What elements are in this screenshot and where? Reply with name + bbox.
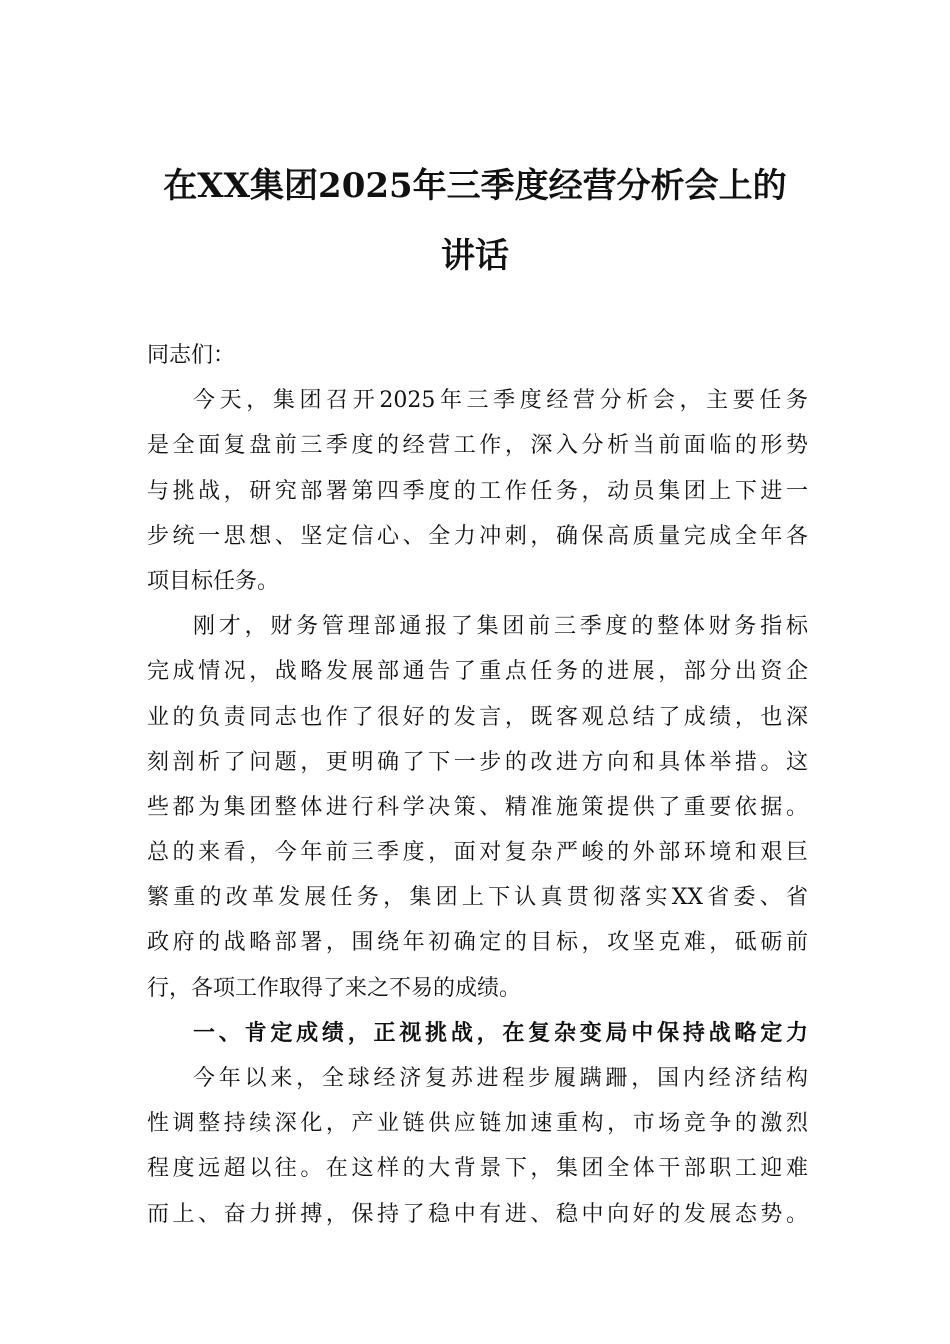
section-heading-1: 一、肯定成绩，正视挑战，在复杂变局中保持战略定力	[193, 1020, 808, 1046]
paragraph-line: 政府的战略部署，围绕年初确定的目标，攻坚克难，砥砺前	[147, 930, 808, 956]
paragraph-2	[147, 604, 808, 1011]
paragraph-1	[147, 378, 808, 604]
document-title-line-1: 在XX集团2025年三季度经营分析会上的	[163, 166, 787, 206]
salutation: 同志们：	[147, 343, 236, 368]
paragraph-line: 些都为集团整体进行科学决策、精准施策提供了重要依据。	[147, 794, 808, 820]
paragraph-line: 程度远超以往。在这样的大背景下，集团全体干部职工迎难	[147, 1156, 808, 1182]
paragraph-line: 刻剖析了问题，更明确了下一步的改进方向和具体举措。这	[147, 749, 808, 775]
paragraph-line: 总的来看，今年前三季度，面对复杂严峻的外部环境和艰巨	[147, 840, 808, 866]
paragraph-line: 步统一思想、坚定信心、全力冲刺，确保高质量完成全年各	[147, 523, 808, 549]
paragraph-line: 今年以来，全球经济复苏进程步履蹒跚，国内经济结构	[193, 1066, 808, 1091]
paragraph-line: 繁重的改革发展任务，集团上下认真贯彻落实XX省委、省	[147, 885, 808, 911]
paragraph-line: 今天，集团召开2025年三季度经营分析会，主要任务	[193, 388, 808, 414]
paragraph-line: 项目标任务。	[147, 568, 280, 594]
paragraph-line: 是全面复盘前三季度的经营工作，深入分析当前面临的形势	[147, 433, 808, 459]
paragraph-line: 业的负责同志也作了很好的发言，既客观总结了成绩，也深	[147, 704, 808, 730]
paragraph-line: 与挑战，研究部署第四季度的工作任务，动员集团上下进一	[147, 478, 808, 504]
paragraph-line: 性调整持续深化，产业链供应链加速重构，市场竞争的激烈	[147, 1111, 808, 1137]
paragraph-line: 行，各项工作取得了来之不易的成绩。	[147, 975, 522, 1001]
paragraph-line: 而上、奋力拼搏，保持了稳中有进、稳中向好的发展态势。	[147, 1201, 808, 1227]
paragraph-3	[147, 1056, 808, 1237]
document-body	[147, 333, 808, 1237]
paragraph-line: 完成情况，战略发展部通告了重点任务的进展，部分出资企	[147, 659, 808, 685]
document-title-line-2: 讲话	[441, 236, 509, 276]
paragraph-line: 刚才，财务管理部通报了集团前三季度的整体财务指标	[193, 614, 808, 640]
